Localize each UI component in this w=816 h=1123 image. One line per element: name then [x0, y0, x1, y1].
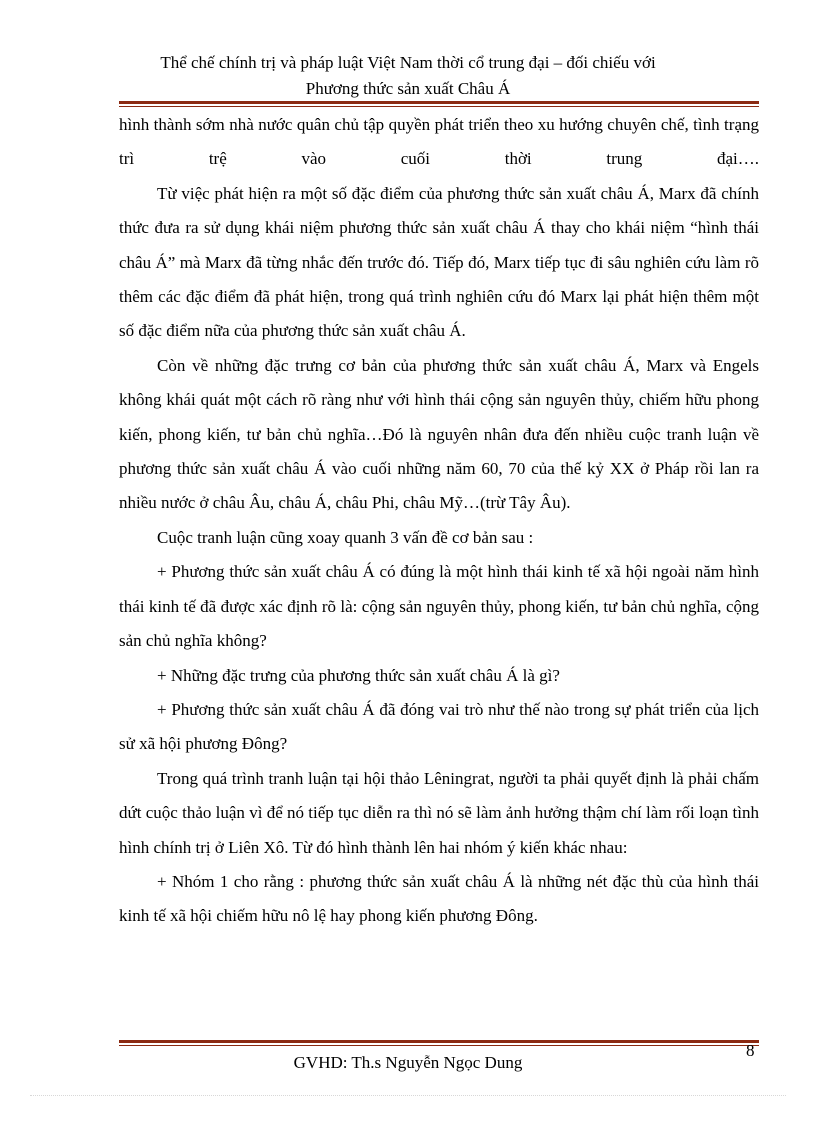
page-number: 8	[746, 1041, 755, 1060]
header-title-line-2: Phương thức sản xuất Châu Á	[305, 79, 511, 98]
list-item: + Phương thức sản xuất châu Á đã đóng vai trò như thế nào trong sự phát triển của lịch sử xã hội phương Đông?	[119, 699, 759, 754]
paragraph: Cuộc tranh luận cũng xoay quanh 3 vấn đề cơ bản sau :	[157, 527, 534, 547]
header-divider	[119, 101, 759, 107]
list-item: + Nhóm 1 cho rằng : phương thức sản xuất châu Á là những nét đặc thù của hình thái kinh tế xã hội chiếm hữu nô lệ hay phong kiến phương Đông.	[119, 871, 759, 926]
paragraph: Trong quá trình tranh luận tại hội thảo Lêningrat, người ta phải quyết định là phải chấm dứt cuộc thảo luận vì để nó tiếp tục diễn ra thì nó sẽ làm ảnh hưởng thậm chí làm rối loạn tình hình chính trị ở Liên Xô. Từ đó hình thành lên hai nhóm ý kiến khác nhau:	[119, 768, 759, 857]
paragraph: Từ việc phát hiện ra một số đặc điểm của phương thức sản xuất châu Á, Marx đã chính thức đưa ra sử dụng khái niệm phương thức sản xuất châu Á thay cho khái niệm “hình thái châu Á” mà Marx đã từng nhắc đến trước đó. Tiếp đó, Marx tiếp tục đi sâu nghiên cứu làm rõ thêm các đặc điểm đã phát hiện, trong quá trình nghiên cứu đó Marx lại phát hiện thêm một số đặc điểm nữa của phương thức sản xuất châu Á.	[119, 183, 759, 341]
page-footer-advisor: GVHD: Th.s Nguyễn Ngọc Dung	[293, 1053, 523, 1072]
paragraph: Còn về những đặc trưng cơ bản của phương thức sản xuất châu Á, Marx và Engels không khái quát một cách rõ ràng như với hình thái cộng sản nguyên thủy, chiếm hữu phong kiến, phong kiến, tư bản chủ nghĩa…Đó là nguyên nhân đưa đến nhiều cuộc tranh luận về phương thức sản xuất châu Á vào cuối những năm 60, 70 của thế kỷ XX ở Pháp rồi lan ra nhiều nước ở châu Âu, châu Á, châu Phi, châu Mỹ…(trừ Tây Âu).	[119, 355, 759, 513]
list-item: + Những đặc trưng của phương thức sản xuất châu Á là gì?	[157, 665, 560, 685]
paragraph-continued: hình thành sớm nhà nước quân chủ tập quyền phát triển theo xu hướng chuyên chế, tình trạng trì trệ vào cuối thời trung đại….	[119, 115, 759, 169]
list-item: + Phương thức sản xuất châu Á có đúng là một hình thái kinh tế xã hội ngoài năm hình thái kinh tế đã được xác định rõ là: cộng sản nguyên thủy, phong kiến, tư bản chủ nghĩa, cộng sản chủ nghĩa không?	[119, 562, 759, 651]
footer-divider	[119, 1040, 759, 1046]
page-header	[0, 50, 816, 102]
document-body	[119, 108, 759, 934]
page-boundary-line	[30, 1095, 786, 1096]
header-title-line-1: Thể chế chính trị và pháp luật Việt Nam thời cổ trung đại – đối chiếu với	[160, 53, 656, 72]
